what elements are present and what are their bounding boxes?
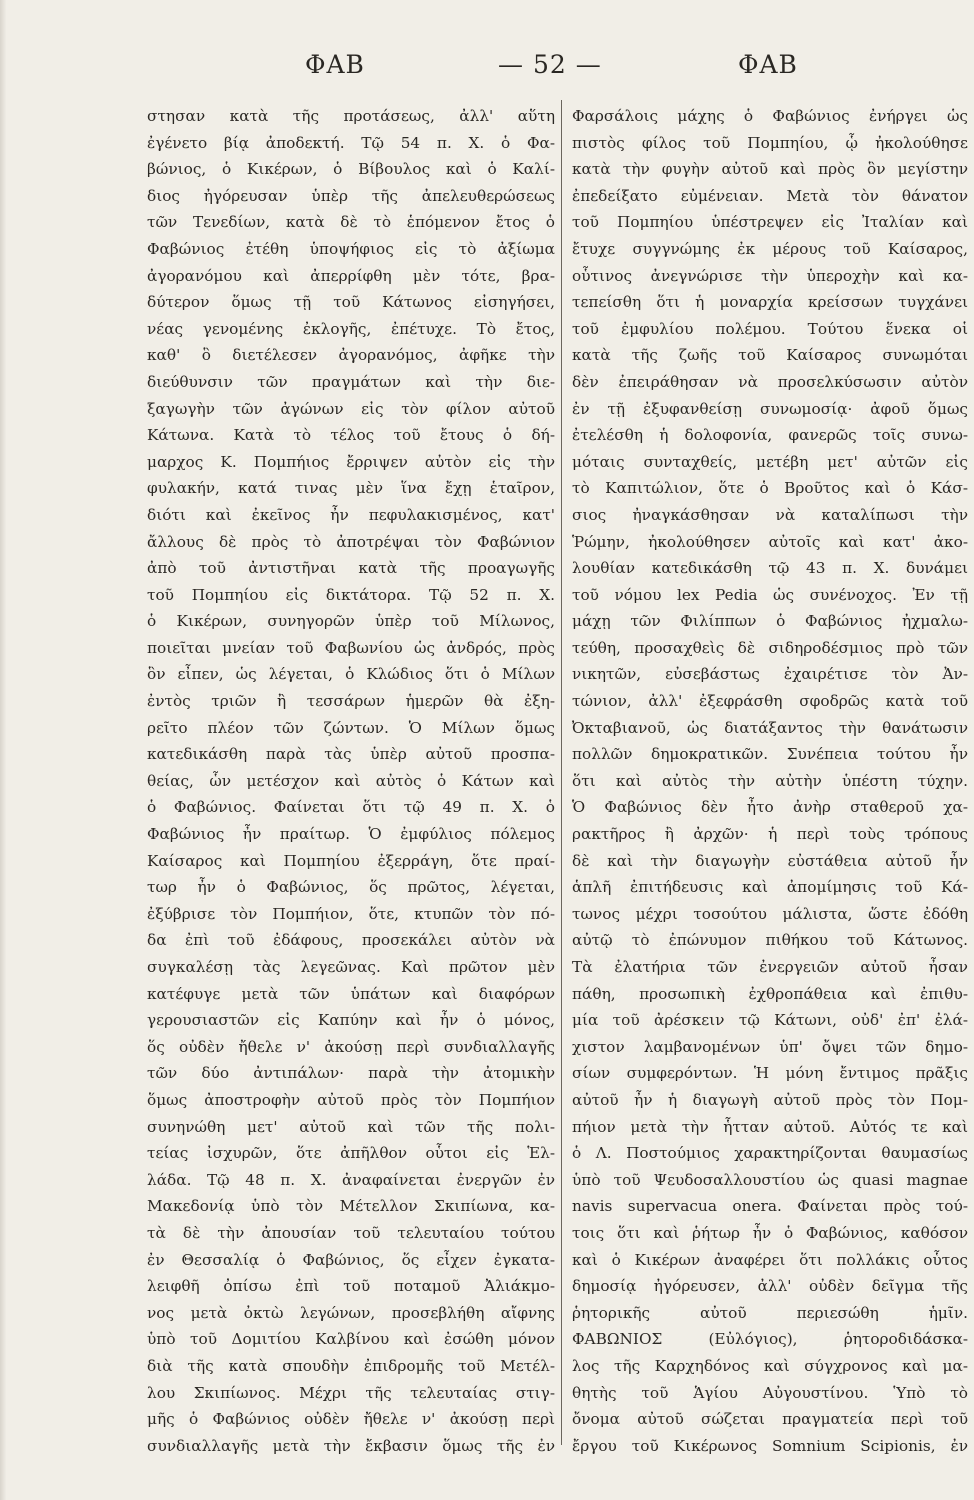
- text-line: ἐτελέσθη ἡ δολοφονία, φανερῶς τοῖς συνω-: [572, 426, 968, 445]
- text-line: ἐγένετο βίᾳ ἀποδεκτή. Τῷ 54 π. Χ. ὁ Φα-: [147, 133, 555, 152]
- text-line: ὁ Φαβώνιος. Φαίνεται ὅτι τῷ 49 π. Χ. ὁ: [147, 798, 555, 817]
- text-line: θητὴς τοῦ Ἁγίου Αὐγουστίνου. Ὑπὸ τὸ: [572, 1383, 968, 1402]
- text-line: καθ' ὃ διετέλεσεν ἀγορανόμος, ἀφῆκε τὴν: [147, 346, 555, 365]
- text-line: μόταις συνταχθείς, μετέβη μετ' αὐτῶν εἰς: [572, 452, 968, 471]
- text-line: navis supervacua onera. Φαίνεται πρὸς τού-: [572, 1197, 968, 1216]
- text-line: ἐντὸς τριῶν ἢ τεσσάρων ἡμερῶν θὰ ἐξη-: [147, 692, 555, 711]
- text-line: νος μετὰ ὀκτὼ λεγώνων, προσεβλήθη αἴφνης: [147, 1303, 555, 1322]
- text-line: γερουσιαστῶν εἰς Καπύην καὶ ἦν ὁ μόνος,: [147, 1011, 555, 1030]
- text-line: Μακεδονίᾳ ὑπὸ τὸν Μέτελλον Σκιπίωνα, κα-: [147, 1197, 555, 1216]
- text-line: Φαβώνιος ἦν πραίτωρ. Ὁ ἐμφύλιος πόλεμος: [147, 825, 555, 844]
- text-line: συνδιαλλαγῆς μετὰ τὴν ἔκβασιν ὅμως τῆς ἐν: [147, 1436, 555, 1455]
- text-line: ἁπλῆ ἐπιτήδευσις καὶ ἀπομίμησις τοῦ Κά-: [572, 878, 968, 897]
- text-line: Καίσαρος καὶ Πομπηίου ἐξερράγη, ὅτε πραί-: [147, 851, 555, 870]
- text-line: ἄλλους δὲ πρὸς τὸ ἀποτρέψαι τὸν Φαβώνιον: [147, 532, 555, 551]
- text-line: τὰ δὲ τὴν ἀπουσίαν τοῦ τελευταίου τούτου: [147, 1223, 555, 1242]
- text-line: λειφθῆ ὀπίσω ἐπὶ τοῦ ποταμοῦ Ἀλιάκμο-: [147, 1277, 555, 1296]
- text-line: φυλακήν, κατά τινας μὲν ἵνα ἔχῃ ἑταῖρον,: [147, 479, 555, 498]
- page-number: — 52 —: [498, 50, 602, 79]
- text-line: ξαγωγὴν τῶν ἀγώνων εἰς τὸν φίλον αὐτοῦ: [147, 399, 555, 418]
- text-line: μάχῃ τῶν Φιλίππων ὁ Φαβώνιος ἠχμαλω-: [572, 612, 968, 631]
- text-line: θείας, ὧν μετέσχον καὶ αὐτὸς ὁ Κάτων καὶ: [147, 771, 555, 790]
- text-line: Ὁ Φαβώνιος δὲν ἦτο ἀνὴρ σταθεροῦ χα-: [572, 798, 968, 817]
- text-line: τοῦ Πομπηίου ὑπέστρεψεν εἰς Ἰταλίαν καὶ: [572, 213, 968, 232]
- running-header: [0, 50, 974, 90]
- text-line: βώνιος, ὁ Κικέρων, ὁ Βίβουλος καὶ ὁ Καλί-: [147, 160, 555, 179]
- text-line: καὶ ὁ Κικέρων ἀναφέρει ὅτι πολλάκις οὗτος: [572, 1250, 968, 1269]
- text-line: τοῦ Πομπηίου εἰς δικτάτορα. Τῷ 52 π. Χ.: [147, 585, 555, 604]
- text-line: ὄνομα αὐτοῦ σώζεται πραγματεία περὶ τοῦ: [572, 1410, 968, 1429]
- right-text-column: [572, 103, 968, 1459]
- text-line: στησαν κατὰ τῆς προτάσεως, ἀλλ' αὕτη: [147, 107, 555, 125]
- text-line: συνηνώθη μετ' αὐτοῦ καὶ τῶν τῆς πολι-: [147, 1117, 555, 1136]
- text-line: ρεῖτο πλέον τῶν ζώντων. Ὁ Μίλων ὅμως: [147, 718, 555, 737]
- text-line: Τὰ ἐλατήρια τῶν ἐνεργειῶν αὐτοῦ ἦσαν: [572, 958, 968, 976]
- text-line: πήιον μετὰ τὴν ἧτταν αὐτοῦ. Αὐτός τε καὶ: [572, 1117, 968, 1136]
- text-line: δημοσίᾳ ἠγόρευσεν, ἀλλ' οὐδὲν δεῖγμα τῆς: [572, 1277, 968, 1296]
- text-line: τωρ ἦν ὁ Φαβώνιος, ὅς πρῶτος, λέγεται,: [147, 878, 555, 897]
- text-line: οὗτινος ἀνεγνώρισε τὴν ὑπεροχὴν καὶ κα-: [572, 266, 968, 285]
- text-line: ὁ Λ. Ποστούμιος χαρακτηρίζονται θαυμασίως: [572, 1144, 968, 1163]
- text-line: Ῥώμην, ἠκολούθησεν αὐτοῖς καὶ κατ' ἀκο-: [572, 532, 968, 551]
- text-line: ἀπὸ τοῦ ἀντιστῆναι κατὰ τῆς προαγωγῆς: [147, 559, 555, 578]
- text-line: τοις ὅτι καὶ ῥήτωρ ἦν ὁ Φαβώνιος, καθόσον: [572, 1223, 968, 1242]
- text-line: ὑπὸ τοῦ Δομιτίου Καλβίνου καὶ ἐσώθη μόνον: [147, 1330, 555, 1349]
- text-line: σίων συμφερόντων. Ἡ μόνη ἔντιμος πρᾶξις: [572, 1064, 968, 1083]
- column-divider: [561, 100, 562, 1445]
- text-line: διεύθυνσιν τῶν πραγμάτων καὶ τὴν διε-: [147, 372, 555, 391]
- text-line: διος ἠγόρευσαν ὑπὲρ τῆς ἀπελευθερώσεως: [147, 186, 555, 205]
- text-line: τὸ Καπιτώλιον, ὅτε ὁ Βροῦτος καὶ ὁ Κάσ-: [572, 479, 968, 498]
- text-line: κατὰ τὴν φυγὴν αὐτοῦ καὶ πρὸς ὃν μεγίστην: [572, 160, 968, 179]
- text-line: αὐτοῦ ἦν ἡ διαγωγὴ αὐτοῦ πρὸς τὸν Πομ-: [572, 1090, 968, 1109]
- text-line: Κάτωνα. Κατὰ τὸ τέλος τοῦ ἔτους ὁ δή-: [147, 426, 555, 445]
- text-line: ὅμως ἀποστροφὴν αὐτοῦ πρὸς τὸν Πομπήιον: [147, 1090, 555, 1109]
- text-line: λος τῆς Καρχηδόνος καὶ σύγχρονος καὶ μα-: [572, 1356, 968, 1375]
- text-line: δὲν ἐπειράθησαν νὰ προσελκύσωσιν αὐτὸν: [572, 372, 968, 391]
- text-line: ἀγορανόμου καὶ ἀπερρίφθη μὲν τότε, βρα-: [147, 266, 555, 285]
- text-line: τώνιον, ἀλλ' ἐξεφράσθη σφοδρῶς κατὰ τοῦ: [572, 692, 968, 711]
- text-line: δύτερον ὅμως τῇ τοῦ Κάτωνος εἰσηγήσει,: [147, 293, 555, 312]
- text-line: ποιεῖται μνείαν τοῦ Φαβωνίου ὡς ἀνδρός, πρὸς: [147, 638, 555, 657]
- text-line: τοῦ ἐμφυλίου πολέμου. Τούτου ἕνεκα οἱ: [572, 319, 968, 338]
- text-line: ΦΑΒΩΝΙΟΣ (Εὐλόγιος), ῥητοροδιδάσκα-: [572, 1330, 968, 1349]
- text-line: κατὰ τῆς ζωῆς τοῦ Καίσαρος συνωμόται: [572, 346, 968, 365]
- text-line: νικητῶν, εὐσεβάστως ἐχαιρέτισε τὸν Ἀν-: [572, 665, 968, 684]
- text-line: ὃν εἶπεν, ὡς λέγεται, ὁ Κλώδιος ὅτι ὁ Μίλων: [147, 665, 555, 684]
- text-line: χιστον λαμβανομένων ὑπ' ὄψει τῶν δημο-: [572, 1037, 968, 1056]
- text-line: τείας ἰσχυρῶν, ὅτε ἀπῆλθον οὗτοι εἰς Ἑλ-: [147, 1144, 555, 1163]
- text-line: Φαρσάλοις μάχης ὁ Φαβώνιος ἐνήργει ὡς: [572, 107, 968, 125]
- text-line: Ὀκταβιανοῦ, ὡς διατάξαντος τὴν θανάτωσιν: [572, 718, 968, 737]
- text-line: κατέφυγε μετὰ τῶν ὑπάτων καὶ διαφόρων: [147, 984, 555, 1003]
- left-text-column: [147, 103, 555, 1459]
- text-line: τῶν Τενεδίων, κατὰ δὲ τὸ ἑπόμενον ἔτος ὁ: [147, 213, 555, 232]
- text-line: πολλῶν δημοκρατικῶν. Συνέπεια τούτου ἦν: [572, 745, 968, 764]
- text-line: πάθη, προσωπικὴ ἐχθροπάθεια καὶ ἐπιθυ-: [572, 984, 968, 1003]
- text-line: ἐν τῇ ἐξυφανθείσῃ συνωμοσίᾳ· ἀφοῦ ὅμως: [572, 399, 968, 418]
- text-line: κατεδικάσθη παρὰ τὰς ὑπὲρ αὐτοῦ προσπα-: [147, 745, 555, 764]
- text-line: ἐπεδείξατο εὐμένειαν. Μετὰ τὸν θάνατον: [572, 186, 968, 205]
- text-line: ἔτυχε συγγνώμης ἐκ μέρους τοῦ Καίσαρος,: [572, 239, 968, 258]
- text-line: τεύθη, προσαχθεὶς δὲ σιδηροδέσμιος πρὸ τῶν: [572, 638, 968, 657]
- text-line: τῶν δύο ἀντιπάλων· παρὰ τὴν ἀτομικὴν: [147, 1064, 555, 1083]
- text-line: ὅς οὐδὲν ἤθελε ν' ἀκούσῃ περὶ συνδιαλλαγῆς: [147, 1037, 555, 1056]
- page-binding-edge: [0, 0, 6, 1500]
- text-line: ῥητορικῆς αὐτοῦ περιεσώθη ἡμῖν.: [572, 1303, 968, 1322]
- text-line: μαρχος Κ. Πομπήιος ἔρριψεν αὐτὸν εἰς τὴν: [147, 452, 555, 471]
- text-line: τωνος μέχρι τοσούτου μάλιστα, ὥστε ἐδόθη: [572, 904, 968, 923]
- text-line: ἐξύβρισε τὸν Πομπήιον, ὅτε, κτυπῶν τὸν πό-: [147, 904, 555, 923]
- text-line: σιος ἠναγκάσθησαν νὰ καταλίπωσι τὴν: [572, 505, 968, 524]
- text-line: ὁ Κικέρων, συνηγορῶν ὑπὲρ τοῦ Μίλωνος,: [147, 612, 555, 631]
- text-line: μῆς ὁ Φαβώνιος οὐδὲν ἤθελε ν' ἀκούσῃ περὶ: [147, 1410, 555, 1429]
- text-line: ἔργου τοῦ Κικέρωνος Somnium Scipionis, ἐν: [572, 1436, 968, 1455]
- header-right-keyword: ΦΑΒ: [738, 50, 798, 79]
- text-line: λου Σκιπίωνος. Μέχρι τῆς τελευταίας στιγ-: [147, 1383, 555, 1402]
- text-line: λάδα. Τῷ 48 π. Χ. ἀναφαίνεται ἐνεργῶν ἐν: [147, 1170, 555, 1189]
- text-line: αὐτῷ τὸ ἐπώνυμον πιθήκου τοῦ Κάτωνος.: [572, 931, 968, 950]
- text-line: διότι καὶ ἐκεῖνος ἦν πεφυλακισμένος, κατ': [147, 505, 555, 524]
- text-line: δὲ καὶ τὴν διαγωγὴν εὐστάθεια αὐτοῦ ἦν: [572, 851, 968, 870]
- text-line: ὅτι καὶ αὐτὸς τὴν αὐτὴν ὑπέστη τύχην.: [572, 771, 968, 790]
- text-line: Φαβώνιος ἐτέθη ὑποψήφιος εἰς τὸ ἀξίωμα: [147, 239, 555, 258]
- text-line: μία τοῦ ἀρέσκειν τῷ Κάτωνι, οὐδ' ἐπ' ἐλά-: [572, 1011, 968, 1030]
- text-line: συγκαλέσῃ τὰς λεγεῶνας. Καὶ πρῶτον μὲν: [147, 958, 555, 976]
- text-line: νέας γενομένης ἐκλογῆς, ἐπέτυχε. Τὸ ἔτος,: [147, 319, 555, 338]
- text-line: τοῦ νόμου lex Pedia ὡς συνένοχος. Ἐν τῇ: [572, 585, 968, 604]
- text-line: ὑπὸ τοῦ Ψευδοσαλλουστίου ὡς quasi magnae: [572, 1170, 968, 1189]
- text-line: δα ἐπὶ τοῦ ἐδάφους, προσεκάλει αὐτὸν νὰ: [147, 931, 555, 950]
- text-line: ἐν Θεσσαλίᾳ ὁ Φαβώνιος, ὅς εἶχεν ἐγκατα-: [147, 1250, 555, 1269]
- text-line: διὰ τῆς κατὰ σπουδὴν ἐπιδρομῆς τοῦ Μετέλ-: [147, 1356, 555, 1375]
- text-line: πιστὸς φίλος τοῦ Πομπηίου, ᾧ ἠκολούθησε: [572, 133, 968, 152]
- text-line: τεπείσθη ὅτι ἡ μοναρχία κρείσσων τυγχάνει: [572, 293, 968, 312]
- header-left-keyword: ΦΑΒ: [305, 50, 365, 79]
- text-line: λουθίαν κατεδικάσθη τῷ 43 π. Χ. δυνάμει: [572, 559, 968, 578]
- text-line: ρακτῆρος ἢ ἀρχῶν· ἡ περὶ τοὺς τρόπους: [572, 825, 968, 844]
